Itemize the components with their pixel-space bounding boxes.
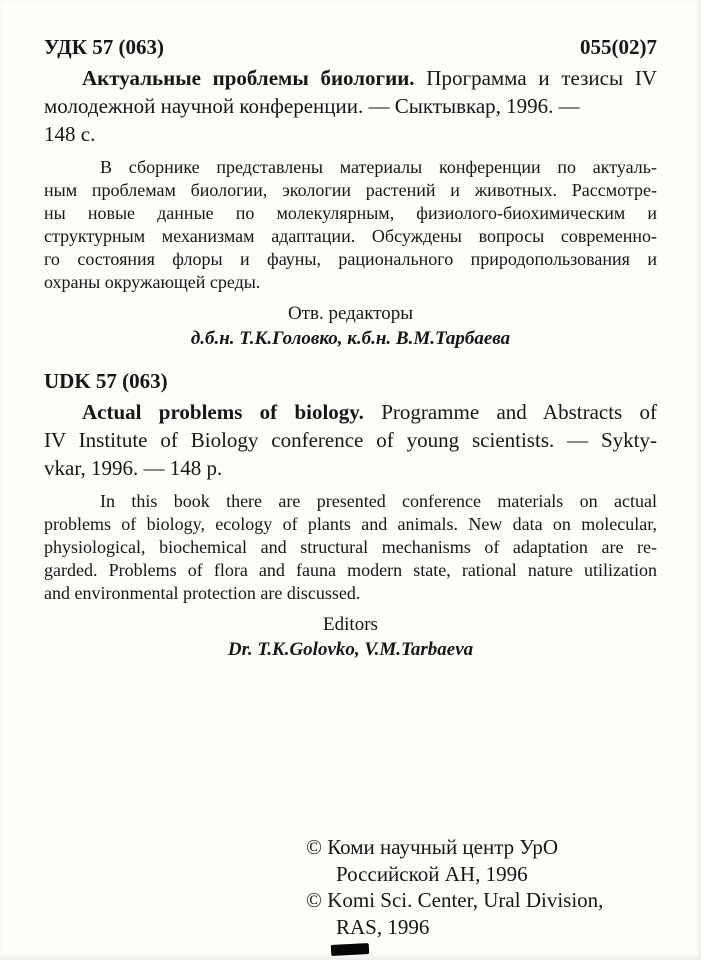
english-abstract	[44, 490, 657, 605]
copyright-line-russian-cont: Российской АН, 1996	[336, 861, 528, 886]
citation-line-2: молодежной научной конференции. — Сыктывкар, 1996. —	[44, 94, 580, 118]
abstract-line: problems of biology, ecology of plants and animals. New data on molecular,	[44, 514, 657, 534]
abstract-line: охраны окружающей среды.	[44, 272, 261, 292]
abstract-line: garded. Problems of flora and fauna modern state, rational nature utilization	[44, 560, 657, 580]
abstract-line: го состояния флоры и фауны, рационального природопользования и	[44, 249, 657, 269]
copyright-line-russian: © Коми научный центр УрО	[306, 835, 559, 859]
abstract-line: структурным механизмам адаптации. Обсуждены вопросы современно-	[44, 226, 657, 246]
scan-artifact-mark	[331, 943, 370, 956]
citation-subtitle: Программа и тезисы IV	[414, 66, 657, 90]
copyright-line-english: © Komi Sci. Center, Ural Division,	[306, 888, 604, 912]
russian-title: Актуальные проблемы биологии.	[82, 66, 415, 90]
header-row	[44, 34, 657, 60]
citation-line-1	[44, 398, 657, 426]
editors-label: Отв. редакторы	[287, 303, 414, 324]
english-editors-block	[44, 614, 657, 661]
citation-line-2: IV Institute of Biology conference of young scientists. — Sykty-	[44, 428, 657, 452]
editors-names: Dr. T.K.Golovko, V.M.Tarbaeva	[227, 639, 474, 660]
english-citation	[44, 398, 657, 482]
abstract-line: physiological, biochemical and structural mechanisms of adaptation are re-	[44, 537, 657, 557]
udk-code-english: UDK 57 (063)	[44, 369, 168, 393]
abstract-line: ным проблемам биологии, экологии растений и животных. Рассмотре-	[44, 180, 657, 200]
english-title: Actual problems of biology.	[82, 400, 364, 424]
citation-line-3: 148 с.	[44, 122, 96, 146]
citation-subtitle: Programme and Abstracts of	[363, 400, 657, 424]
citation-line-1	[44, 64, 657, 92]
russian-editors-block	[44, 303, 657, 350]
copyright-line-english-cont: RAS, 1996	[336, 914, 430, 939]
copyright-block	[306, 834, 603, 940]
index-code: 055(02)7	[580, 35, 657, 59]
abstract-line: ны новые данные по молекулярным, физиолого-биохимическим и	[44, 203, 657, 223]
russian-abstract	[44, 156, 657, 294]
abstract-line: В сборнике представлены материалы конференции по актуаль-	[100, 157, 657, 177]
abstract-line: In this book there are presented conference materials on actual	[100, 491, 657, 511]
editors-label: Editors	[323, 614, 378, 635]
editors-names: д.б.н. Т.К.Головко, к.б.н. В.М.Тарбаева	[190, 328, 511, 349]
citation-line-3: vkar, 1996. — 148 p.	[44, 456, 223, 480]
udc-code: УДК 57 (063)	[44, 35, 164, 59]
abstract-line: and environmental protection are discussed.	[44, 583, 361, 603]
russian-citation	[44, 64, 657, 148]
